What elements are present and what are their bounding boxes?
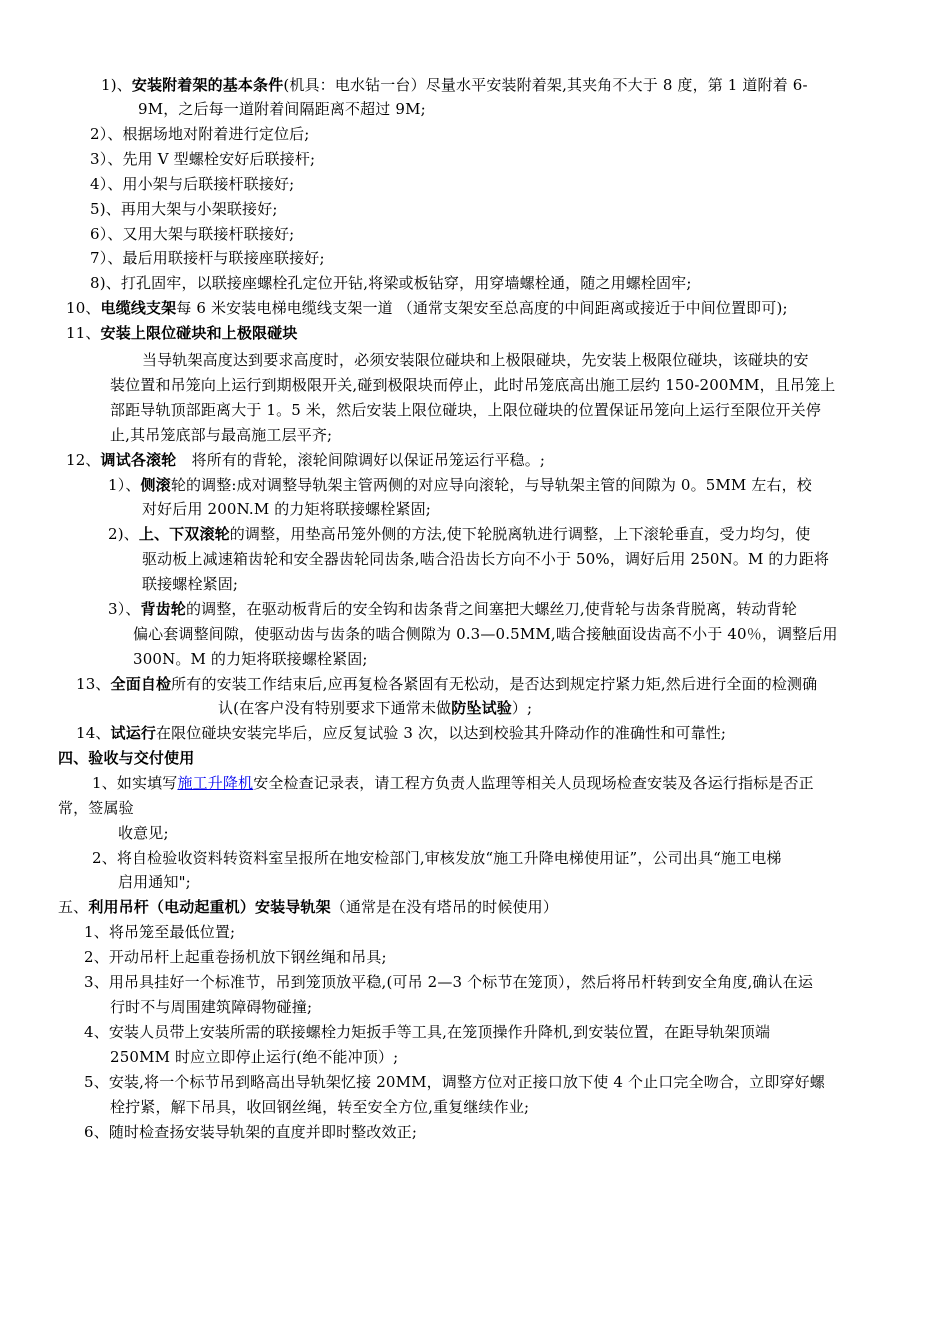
step-12-sub-2-heading: 上、下双滚轮 bbox=[138, 525, 230, 543]
step-13-cont bbox=[218, 696, 532, 720]
section-4-p1-line-2: 常，签属验 bbox=[58, 799, 134, 817]
step-12-sub-1-text: 轮的调整:成对调整导轨架主管两侧的对应导向滚轮，与导轨架主管的间隙为 0。5MM 左右，校 bbox=[170, 476, 812, 494]
step-11-line-3: 部距导轨顶部距离大于 1。5 米，然后安装上限位碰块，上限位碰块的位置保证吊笼向上运行至限位开关停 bbox=[110, 401, 821, 419]
step-12-sub-2 bbox=[108, 522, 810, 546]
section-4-p1-post: 安全检查记录表，请工程方负责人监理等相关人员现场检查安装及各运行指标是否正 bbox=[253, 774, 814, 792]
step-11-line-2: 装位置和吊笼向上运行到期极限开关,碰到极限块而停止，此时吊笼底高出施工层约 150-200MM，且吊笼上 bbox=[110, 376, 836, 394]
section-4-p2-line-2: 启用通知"; bbox=[118, 873, 191, 891]
step-12-sub-3-num: 3）、 bbox=[108, 600, 141, 618]
step-12-num: 12、 bbox=[66, 451, 101, 469]
step-12-sub-1-heading: 侧滚 bbox=[140, 476, 171, 494]
step-13 bbox=[76, 672, 817, 696]
step-11-heading: 安装上限位碰块和上极限碰块 bbox=[100, 324, 298, 342]
hoist-link[interactable]: 施工升降机 bbox=[177, 774, 254, 792]
step-14-heading: 试运行 bbox=[110, 724, 156, 742]
step-11-num: 11、 bbox=[66, 324, 101, 342]
step-12-sub-2-cont-2: 联接螺栓紧固; bbox=[142, 575, 239, 593]
step-12-sub-3-cont-2: 300N。M 的力矩将联接螺栓紧固; bbox=[133, 650, 368, 668]
section-5-item-5: 5、安装,将一个标节吊到略高出导轨架忆接 20MM，调整方位对正接口放下使 4 个止口完全吻合，立即穿好螺 bbox=[84, 1073, 825, 1091]
step-12-sub-2-num: 2)、 bbox=[108, 525, 139, 543]
step-12-sub-3-cont-1: 偏心套调整间隙，使驱动齿与齿条的啮合侧隙为 0.3—0.5MM,啮合接触面设齿高不小于 40％，调整后用 bbox=[133, 625, 838, 643]
step-13-drop-test: 防坠试验 bbox=[451, 699, 512, 717]
item-3: 3）、先用 V 型螺栓安好后联接杆; bbox=[90, 150, 316, 168]
step-11-line-4: 止,其吊笼底部与最高施工层平齐; bbox=[110, 426, 333, 444]
section-4-title: 四、验收与交付使用 bbox=[58, 749, 195, 767]
item-5: 5)、再用大架与小架联接好; bbox=[90, 200, 278, 218]
item-1-text: (机具：电水钻一台）尽量水平安装附着架,其夹角不大于 8 度，第 1 道附着 6- bbox=[283, 76, 808, 94]
step-10-num: 10、 bbox=[66, 299, 101, 317]
step-12-heading: 调试各滚轮 bbox=[100, 451, 177, 469]
section-5-item-4: 4、安装人员带上安装所需的联接螺栓力矩扳手等工具,在笼顶操作升降机,到安装位置，在距导轨架顶端 bbox=[84, 1023, 771, 1041]
step-14-text: 在限位碰块安装完毕后，应反复试验 3 次，以达到校验其升降动作的准确性和可靠性; bbox=[156, 724, 727, 742]
item-4: 4）、用小架与后联接杆联接好; bbox=[90, 175, 295, 193]
section-5-item-1: 1、将吊笼至最低位置; bbox=[84, 923, 236, 941]
section-5-item-5-cont: 栓拧紧，解下吊具，收回钢丝绳，转至安全方位,重复继续作业; bbox=[110, 1098, 530, 1116]
section-4-p1 bbox=[92, 771, 814, 795]
section-5-item-6: 6、随时检查扬安装导轨架的直度并即时整改效正; bbox=[84, 1123, 418, 1141]
section-4-p2: 2、将自检验收资料转资料室呈报所在地安检部门,审核发放“施工升降电梯使用证”，公司出具“施工电梯 bbox=[92, 849, 782, 867]
step-12-sub-1-cont: 对好后用 200N.M 的力矩将联接螺栓紧固; bbox=[142, 500, 431, 518]
step-12 bbox=[66, 448, 545, 472]
step-12-sub-3-text: 的调整，在驱动板背后的安全钩和齿条背之间塞把大螺丝刀,使背轮与齿条背脱离，转动背轮 bbox=[185, 600, 797, 618]
step-13-num: 13、 bbox=[76, 675, 111, 693]
section-5-note: （通常是在没有塔吊的时候使用） bbox=[330, 898, 558, 916]
step-10 bbox=[66, 296, 788, 320]
section-5-item-3-cont: 行时不与周围建筑障碍物碰撞; bbox=[110, 998, 313, 1016]
item-1-heading: 安装附着架的基本条件 bbox=[131, 76, 284, 94]
section-4-p1-line-3: 收意见; bbox=[118, 824, 169, 842]
item-1 bbox=[101, 73, 808, 97]
item-7: 7）、最后用联接杆与联接座联接好; bbox=[90, 249, 325, 267]
section-4-p1-pre: 1、如实填写 bbox=[92, 774, 178, 792]
section-5-title bbox=[58, 895, 558, 919]
item-1-cont: 9M，之后每一道附着间隔距离不超过 9M; bbox=[138, 100, 426, 118]
step-12-sub-1 bbox=[108, 473, 812, 497]
section-5-item-3: 3、用吊具挂好一个标准节，吊到笼顶放平稳,(可吊 2—3 个标节在笼顶），然后将吊杆转到安全角度,确认在运 bbox=[84, 973, 814, 991]
section-5-item-2: 2、开动吊杆上起重卷扬机放下钢丝绳和吊具; bbox=[84, 948, 387, 966]
item-2: 2）、根据场地对附着进行定位后; bbox=[90, 125, 310, 143]
step-13-cont-post: ）; bbox=[511, 699, 533, 717]
section-5-prefix: 五、 bbox=[58, 898, 89, 916]
step-14 bbox=[76, 721, 726, 745]
item-8: 8)、打孔固牢，以联接座螺栓孔定位开钻,将梁或板钻穿，用穿墙螺栓通，随之用螺栓固牢; bbox=[90, 274, 692, 292]
step-12-text: 将所有的背轮，滚轮间隙调好以保证吊笼运行平稳。; bbox=[176, 451, 546, 469]
item-6: 6）、又用大架与联接杆联接好; bbox=[90, 225, 295, 243]
step-11-line-1: 当导轨架高度达到要求高度时，必须安装限位碰块和上极限碰块，先安装上极限位碰块，该碰块的安 bbox=[142, 351, 809, 369]
step-12-sub-2-text: 的调整，用垫高吊笼外侧的方法,使下轮脱离轨进行调整，上下滚轮垂直，受力均匀，使 bbox=[229, 525, 811, 543]
section-5-heading: 利用吊杆（电动起重机）安装导轨架 bbox=[88, 898, 331, 916]
step-12-sub-3-heading: 背齿轮 bbox=[140, 600, 186, 618]
step-13-heading: 全面自检 bbox=[110, 675, 172, 693]
step-14-num: 14、 bbox=[76, 724, 111, 742]
section-5-item-4-cont: 250MM 时应立即停止运行(绝不能冲顶）; bbox=[110, 1048, 399, 1066]
step-11 bbox=[66, 321, 298, 345]
step-13-text: 所有的安装工作结束后,应再复检各紧固有无松动，是否达到规定拧紧力矩,然后进行全面的检测确 bbox=[171, 675, 818, 693]
step-10-text: 每 6 米安装电梯电缆线支架一道 （通常支架安至总高度的中间距离或接近于中间位置即可); bbox=[176, 299, 788, 317]
item-1-num: 1)、 bbox=[101, 76, 132, 94]
step-12-sub-3 bbox=[108, 597, 797, 621]
step-13-cont-pre: 认(在客户没有特别要求下通常未做 bbox=[218, 699, 452, 717]
step-10-heading: 电缆线支架 bbox=[100, 299, 177, 317]
step-12-sub-1-num: 1）、 bbox=[108, 476, 141, 494]
step-12-sub-2-cont-1: 驱动板上减速箱齿轮和安全器齿轮同齿条,啮合沿齿长方向不小于 50%，调好后用 250N。M 的力距将 bbox=[142, 550, 830, 568]
